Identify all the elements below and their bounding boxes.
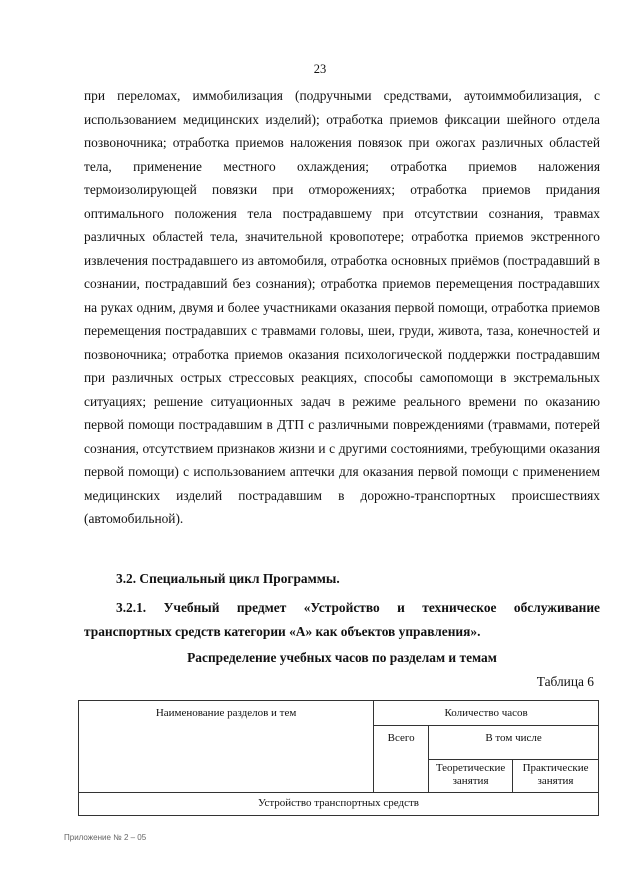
table-label: Таблица 6 [536,674,594,689]
header-section-name: Наименование разделов и тем [79,701,374,793]
header-hours-count: Количество часов [374,701,599,726]
section-row-vehicle-structure: Устройство транспортных средств [79,793,599,816]
header-theory: Теоретические занятия [429,760,513,793]
table-row [79,793,599,816]
section-heading-special-cycle: 3.2. Специальный цикл Программы. [116,571,340,586]
header-including: В том числе [429,726,599,760]
body-paragraph: при переломах, иммобилизация (подручными средствами, аутоиммобилизация, с использованием медицинских изделий); отработка приемов фиксации шейного отдела позвоночника; отработка приемов наложения повязок при ожогах различных областей тела, применение местного охлаждения; отработка приемов наложения термоизолирующей повязки при отморожениях; отработка приемов придания оптимального положения тела пострадавшему при отсутствии сознания, травмах различных областей тела, значительной кровопотере; отработка приемов экстренного извлечения пострадавшего из автомобиля, отработка основных приёмов (пострадавший в сознании, пострадавший без сознания); отработка приемов перемещения пострадавших на руках одним, двумя и более участниками оказания первой помощи, отработка приемов перемещения пострадавших с травмами головы, шеи, груди, живота, таза, конечностей и позвоночника; отработка приемов оказания психологической поддержки пострадавшим при различных острых стрессовых реакциях, способы самопомощи в экстремальных ситуациях; решение ситуационных задач в режиме реального времени по оказанию первой помощи пострадавшим в ДТП с различными повреждениями (травмами, потерей сознания, отсутствием признаков жизни и с другими состояниями, требующими оказания первой помощи) с использованием аптечки для оказания первой помощи с применением медицинских изделий пострадавшим в дорожно-транспортных происшествиях (автомобильной). [84,88,600,526]
table-header-row-1 [79,701,599,726]
header-total: Всего [374,726,429,793]
page-footer: Приложение № 2 – 05 [64,833,147,842]
table-title: Распределение учебных часов по разделам и темам [187,650,497,665]
page-number: 23 [313,62,327,76]
header-practice: Практические занятия [513,760,599,793]
subsection-heading-subject: 3.2.1. Учебный предмет «Устройство и техническое обслуживание транспортных средств категории «А» как объектов управления». [84,600,600,639]
hours-distribution-table [78,700,599,816]
